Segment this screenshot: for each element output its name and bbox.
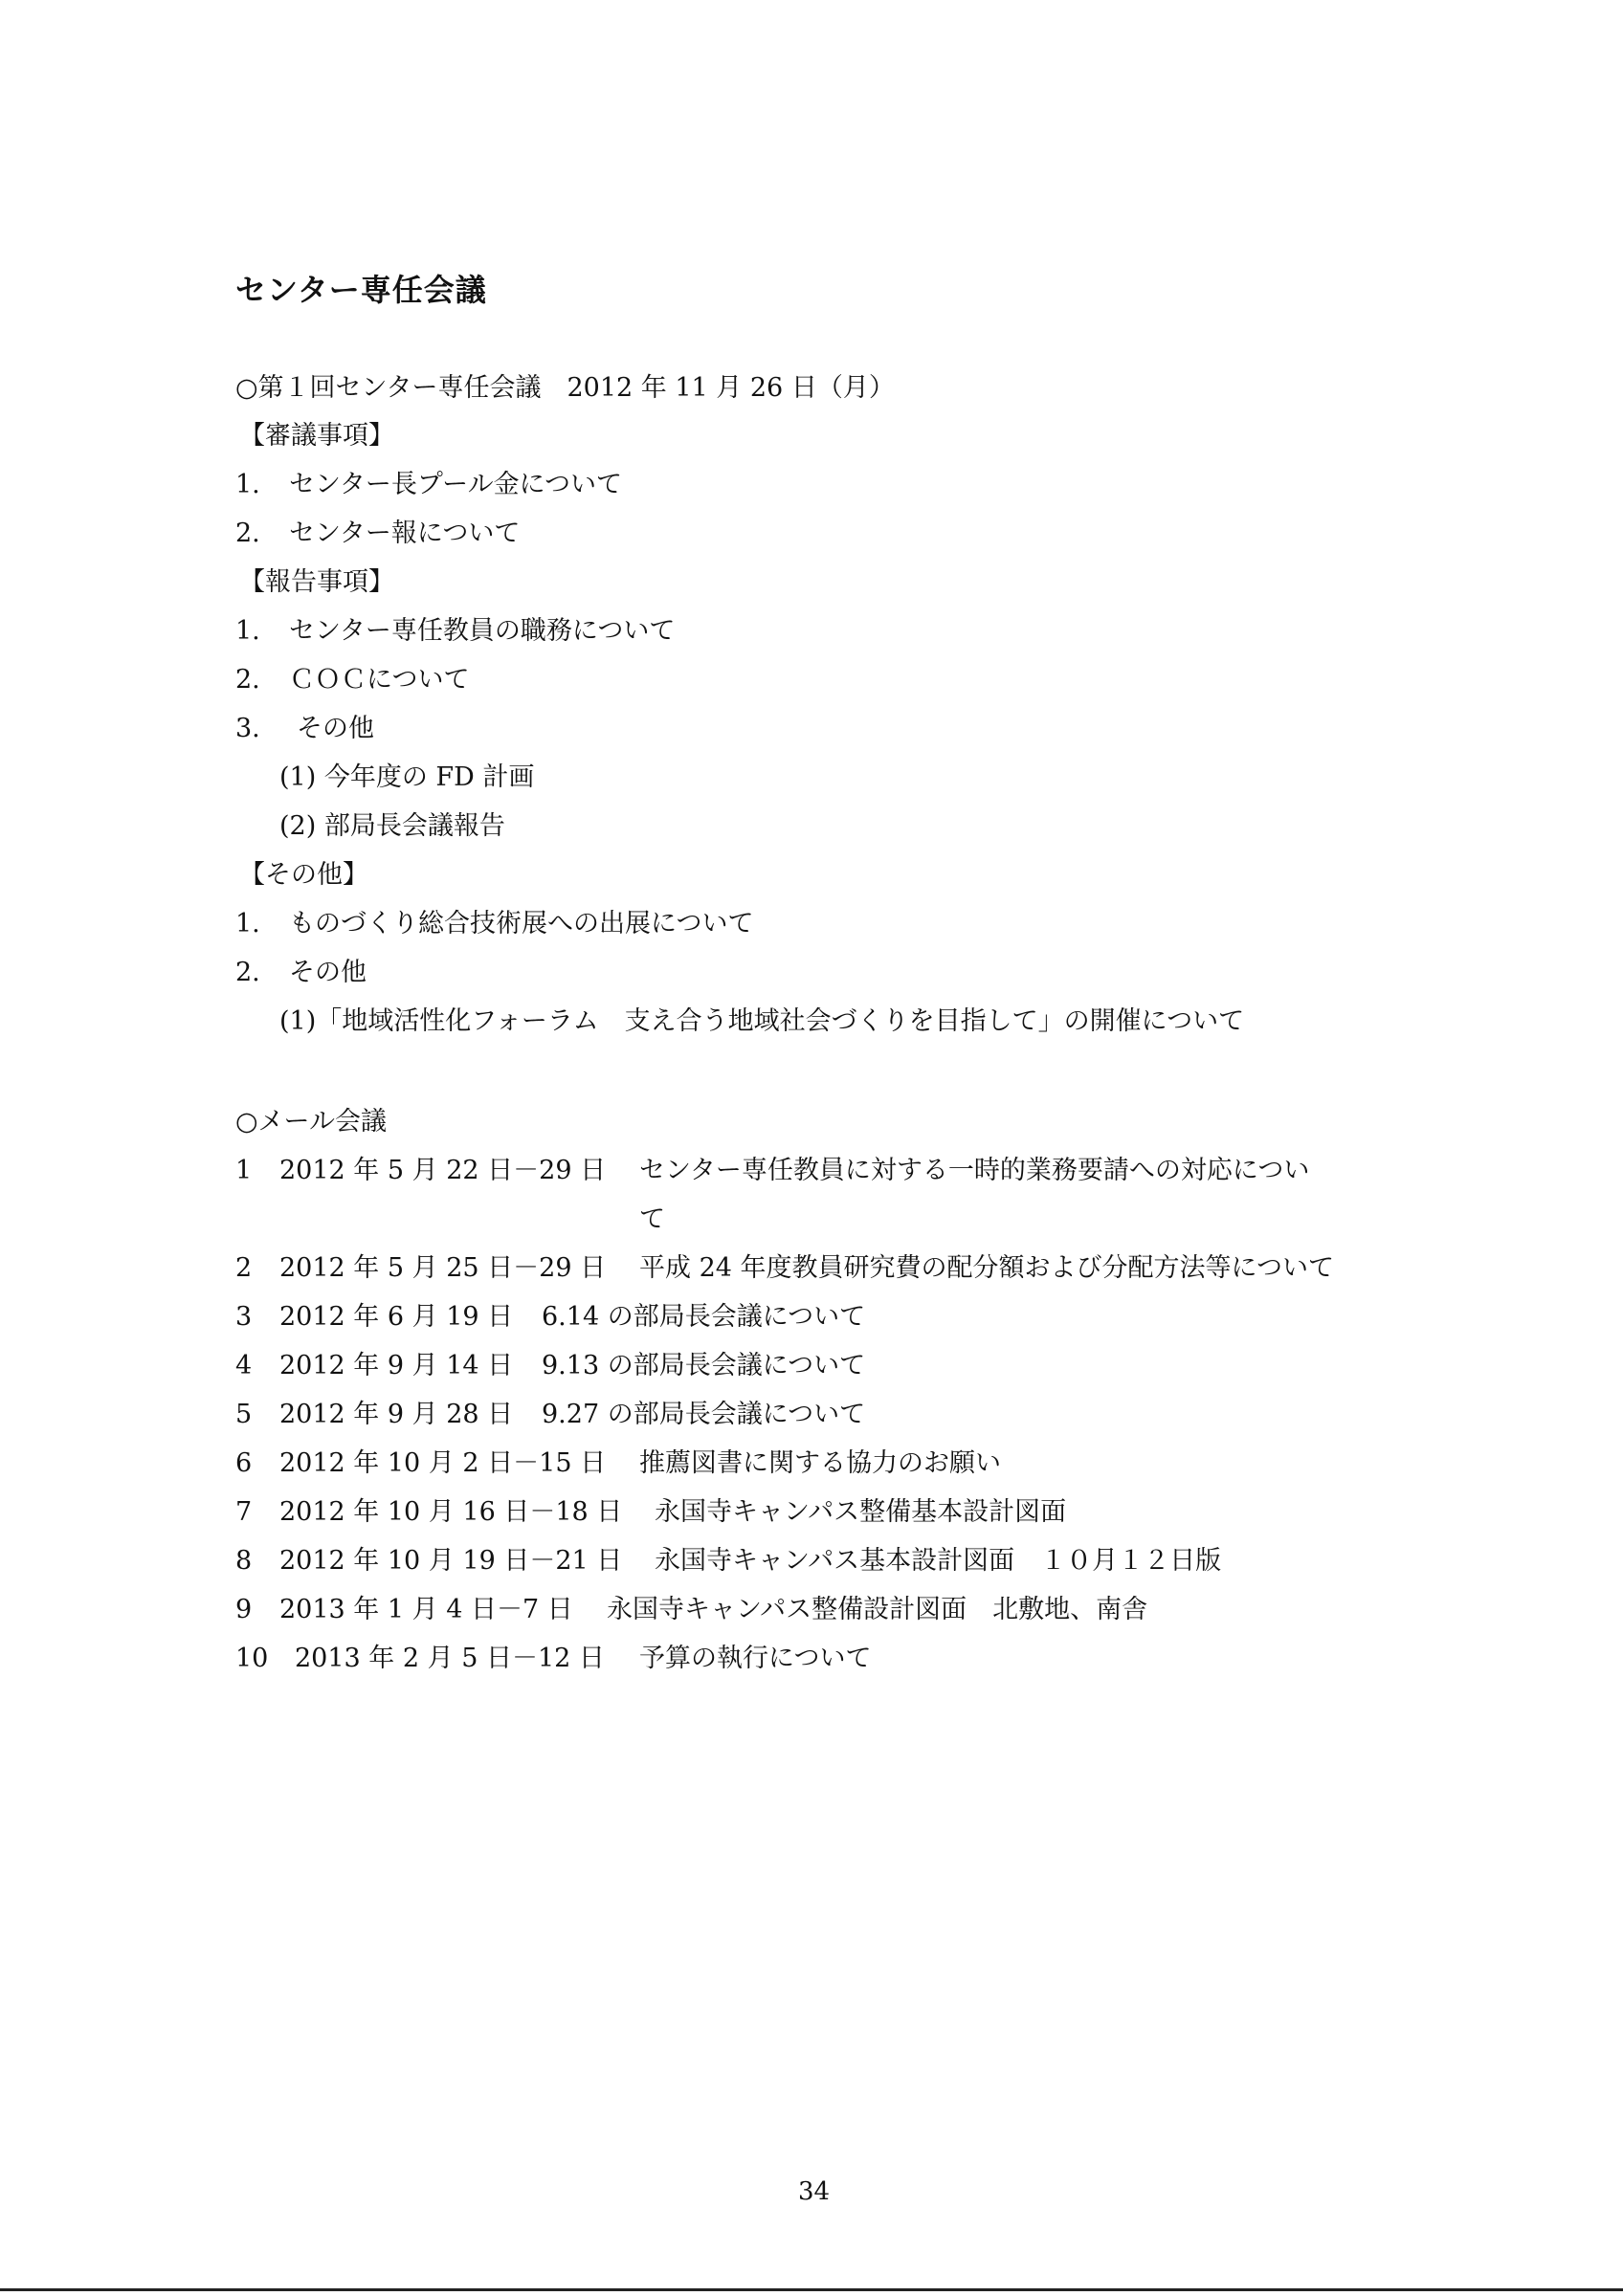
meeting-heading: ○第１回センター専任会議 2012 年 11 月 26 日（月）: [235, 373, 895, 403]
mail-item-date: 2012 年 6 月 19 日: [279, 1302, 514, 1332]
deliberation-item-number: 2.: [235, 519, 260, 548]
other-item-text: その他: [289, 958, 367, 987]
mail-item-number: 1: [235, 1156, 253, 1185]
deliberation-item-text: センター報について: [289, 519, 521, 548]
mail-item-number: 2: [235, 1253, 253, 1283]
mail-item-date: 2012 年 5 月 22 日－29 日: [279, 1156, 607, 1185]
mail-item-number: 7: [235, 1497, 253, 1527]
mail-item-subject: 6.14 の部局長会議について: [542, 1302, 866, 1332]
mail-item-subject: 9.27 の部局長会議について: [542, 1400, 866, 1429]
mail-item-date: 2012 年 10 月 16 日－18 日: [279, 1497, 623, 1527]
report-item-number: 1.: [235, 616, 260, 646]
report-item-text: その他: [297, 714, 374, 743]
report-subitem: (1) 今年度の FD 計画: [279, 762, 535, 792]
bottom-rule: [0, 2288, 1623, 2291]
other-subitem: (1)「地域活性化フォーラム 支え合う地域社会づくりを目指して」の開催について: [279, 1006, 1245, 1036]
mail-item-number: 9: [235, 1595, 253, 1624]
mail-item-date: 2013 年 1 月 4 日－7 日: [279, 1595, 573, 1624]
mail-meeting-heading: ○メール会議: [235, 1107, 388, 1137]
mail-item-date: 2013 年 2 月 5 日－12 日: [295, 1644, 605, 1673]
deliberation-header: 【審議事項】: [239, 421, 394, 451]
other-header: 【その他】: [239, 860, 368, 890]
other-item-text: ものづくり総合技術展への出展について: [289, 909, 754, 938]
mail-item-subject: 推薦図書に関する協力のお願い: [639, 1448, 1001, 1478]
mail-item-number: 8: [235, 1546, 253, 1576]
page-number: 34: [798, 2177, 831, 2206]
mail-item-subject-continued: て: [639, 1204, 665, 1234]
mail-item-subject: 永国寺キャンパス整備設計図面 北敷地、南舎: [607, 1595, 1148, 1624]
report-item-text: ＣＯＣについて: [289, 665, 470, 695]
deliberation-item-number: 1.: [235, 470, 260, 499]
report-header: 【報告事項】: [239, 567, 394, 597]
mail-item-date: 2012 年 9 月 14 日: [279, 1351, 514, 1380]
mail-item-date: 2012 年 9 月 28 日: [279, 1400, 514, 1429]
mail-item-date: 2012 年 5 月 25 日－29 日: [279, 1253, 607, 1283]
mail-item-subject: センター専任教員に対する一時的業務要請への対応につい: [639, 1156, 1310, 1185]
mail-item-number: 6: [235, 1448, 253, 1478]
mail-item-subject: 永国寺キャンパス基本設計図面 １０月１２日版: [655, 1546, 1222, 1576]
mail-item-number: 3: [235, 1302, 253, 1332]
mail-item-date: 2012 年 10 月 2 日－15 日: [279, 1448, 607, 1478]
report-subitem: (2) 部局長会議報告: [279, 811, 505, 841]
report-item-number: 3.: [235, 714, 260, 743]
mail-item-subject: 永国寺キャンパス整備基本設計図面: [655, 1497, 1067, 1527]
mail-item-number: 4: [235, 1351, 253, 1380]
other-item-number: 2.: [235, 958, 260, 987]
page-title: センター専任会議: [235, 272, 487, 308]
mail-item-subject: 9.13 の部局長会議について: [542, 1351, 866, 1380]
report-item-text: センター専任教員の職務について: [289, 616, 676, 646]
mail-item-subject: 予算の執行について: [639, 1644, 872, 1673]
report-item-number: 2.: [235, 665, 260, 695]
mail-item-subject: 平成 24 年度教員研究費の配分額および分配方法等について: [639, 1253, 1334, 1283]
mail-item-number: 5: [235, 1400, 253, 1429]
other-item-number: 1.: [235, 909, 260, 938]
mail-item-number: 10: [235, 1644, 269, 1673]
mail-item-date: 2012 年 10 月 19 日－21 日: [279, 1546, 623, 1576]
deliberation-item-text: センター長プール金について: [289, 470, 623, 499]
